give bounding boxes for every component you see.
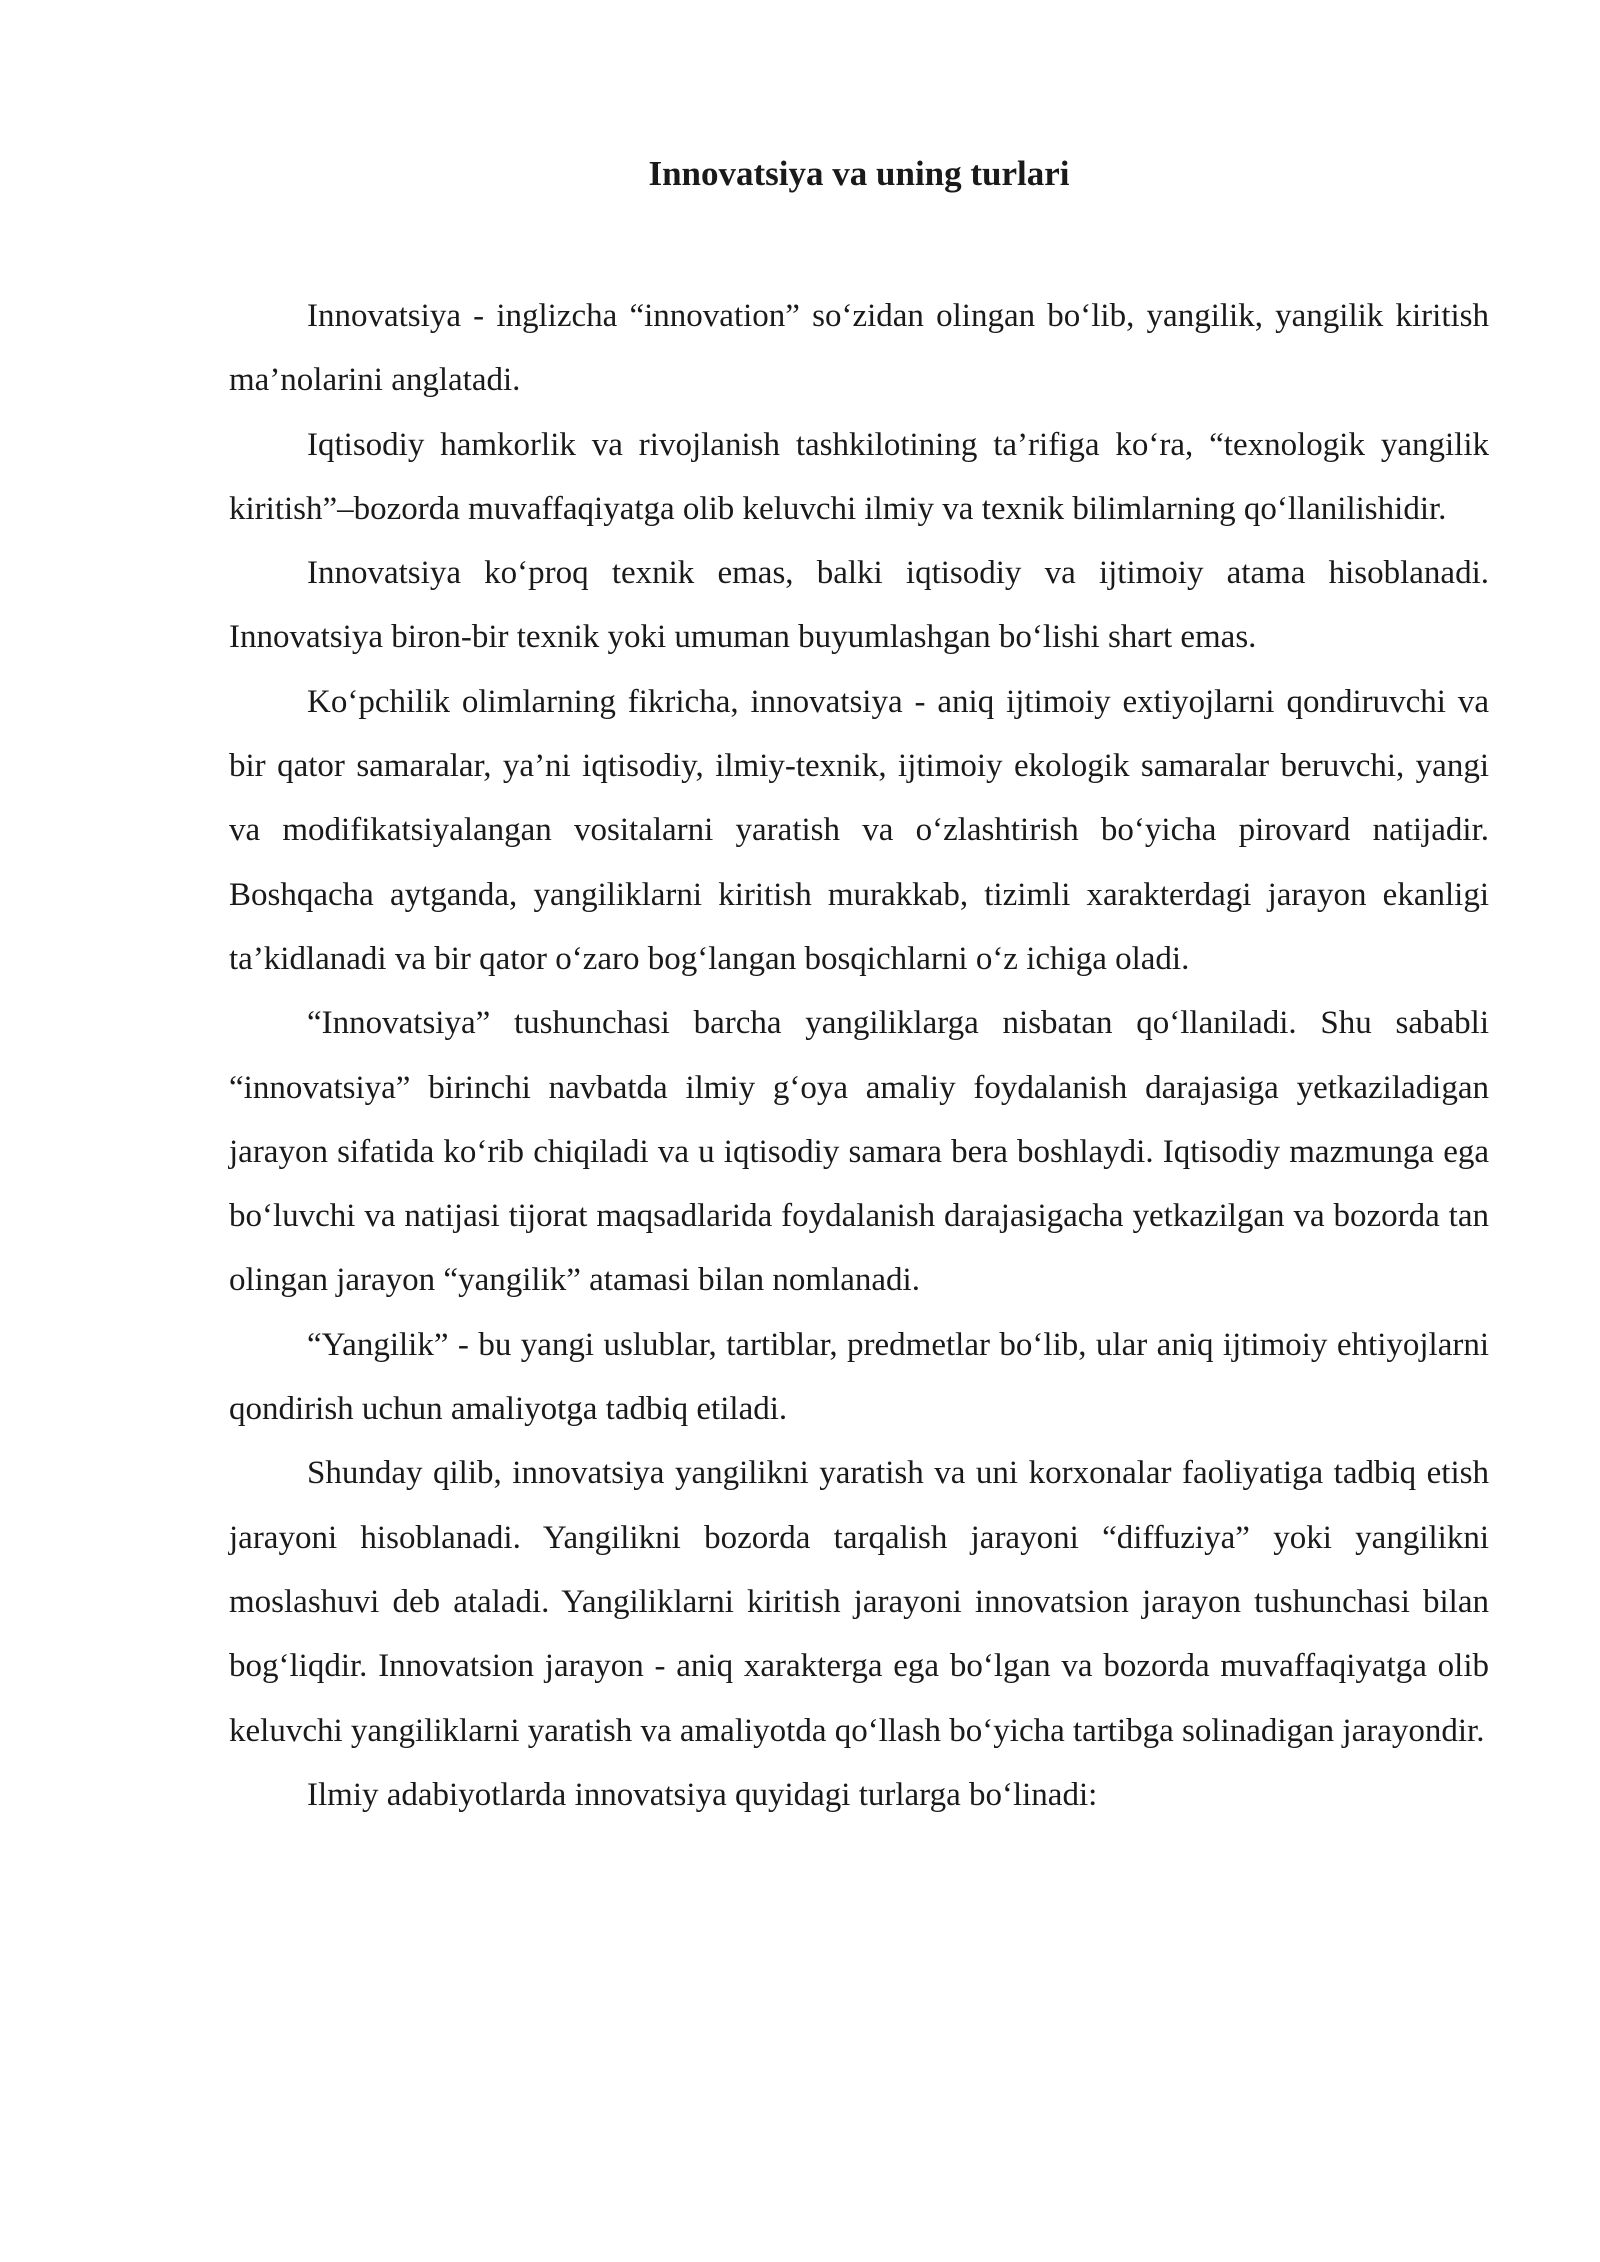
document-title: Innovatsiya va uning turlari (648, 154, 1070, 193)
paragraph: Ko‘pchilik olimlarning fikricha, innovatsiya - aniq ijtimoiy extiyojlarni qondiruvchi va bir qator samaralar, ya’ni iqtisodiy, ilmiy-texnik, ijtimoiy ekologik samaralar beruvchi, yangi va modifikatsiyalangan vositalarni yaratish va o‘zlashtirish bo‘yicha pirovard natijadir. Boshqacha aytganda, yangiliklarni kiritish murakkab, tizimli xarakterdagi jarayon ekanligi ta’kidlanadi va bir qator o‘zaro bog‘langan bosqichlarni o‘z ichiga oladi. (229, 683, 1489, 977)
paragraph: “Innovatsiya” tushunchasi barcha yangiliklarga nisbatan qo‘llaniladi. Shu sababli “innovatsiya” birinchi navbatda ilmiy g‘oya amaliy foydalanish darajasiga yetkaziladigan jarayon sifatida ko‘rib chiqiladi va u iqtisodiy samara bera boshlaydi. Iqtisodiy mazmunga ega bo‘luvchi va natijasi tijorat maqsadlarida foydalanish darajasigacha yetkazilgan va bozorda tan olingan jarayon “yangilik” atamasi bilan nomlanadi. (229, 1005, 1489, 1299)
paragraph: “Yangilik” - bu yangi uslublar, tartiblar, predmetlar bo‘lib, ular aniq ijtimoiy ehtiyojlarni qondirish uchun amaliyotga tadbiq etiladi. (229, 1326, 1489, 1428)
paragraph: Ilmiy adabiyotlarda innovatsiya quyidagi turlarga bo‘linadi: (307, 1776, 1098, 1813)
paragraph: Shunday qilib, innovatsiya yangilikni yaratish va uni korxonalar faoliyatiga tadbiq etish jarayoni hisoblanadi. Yangilikni bozorda tarqalish jarayoni “diffuziya” yoki yangilikni moslashuvi deb ataladi. Yangiliklarni kiritish jarayoni innovatsion jarayon tushunchasi bilan bog‘liqdir. Innovatsion jarayon - aniq xarakterga ega bo‘lgan va bozorda muvaffaqiyatga olib keluvchi yangiliklarni yaratish va amaliyotda qo‘llash bo‘yicha tartibga solinadigan jarayondir. (229, 1455, 1489, 1749)
paragraph: Innovatsiya - inglizcha “innovation” so‘zidan olingan bo‘lib, yangilik, yangilik kiritish ma’nolarini anglatadi. (229, 298, 1489, 399)
paragraph: Iqtisodiy hamkorlik va rivojlanish tashkilotining ta’rifiga ko‘ra, “texnologik yangilik kiritish”–bozorda muvaffaqiyatga olib keluvchi ilmiy va texnik bilimlarning qo‘llanilishidir. (229, 426, 1489, 527)
document-body (229, 284, 1489, 1827)
document-page (229, 0, 1489, 2262)
paragraph: Innovatsiya ko‘proq texnik emas, balki iqtisodiy va ijtimoiy atama hisoblanadi. Innovatsiya biron-bir texnik yoki umuman buyumlashgan bo‘lishi shart emas. (229, 555, 1489, 656)
